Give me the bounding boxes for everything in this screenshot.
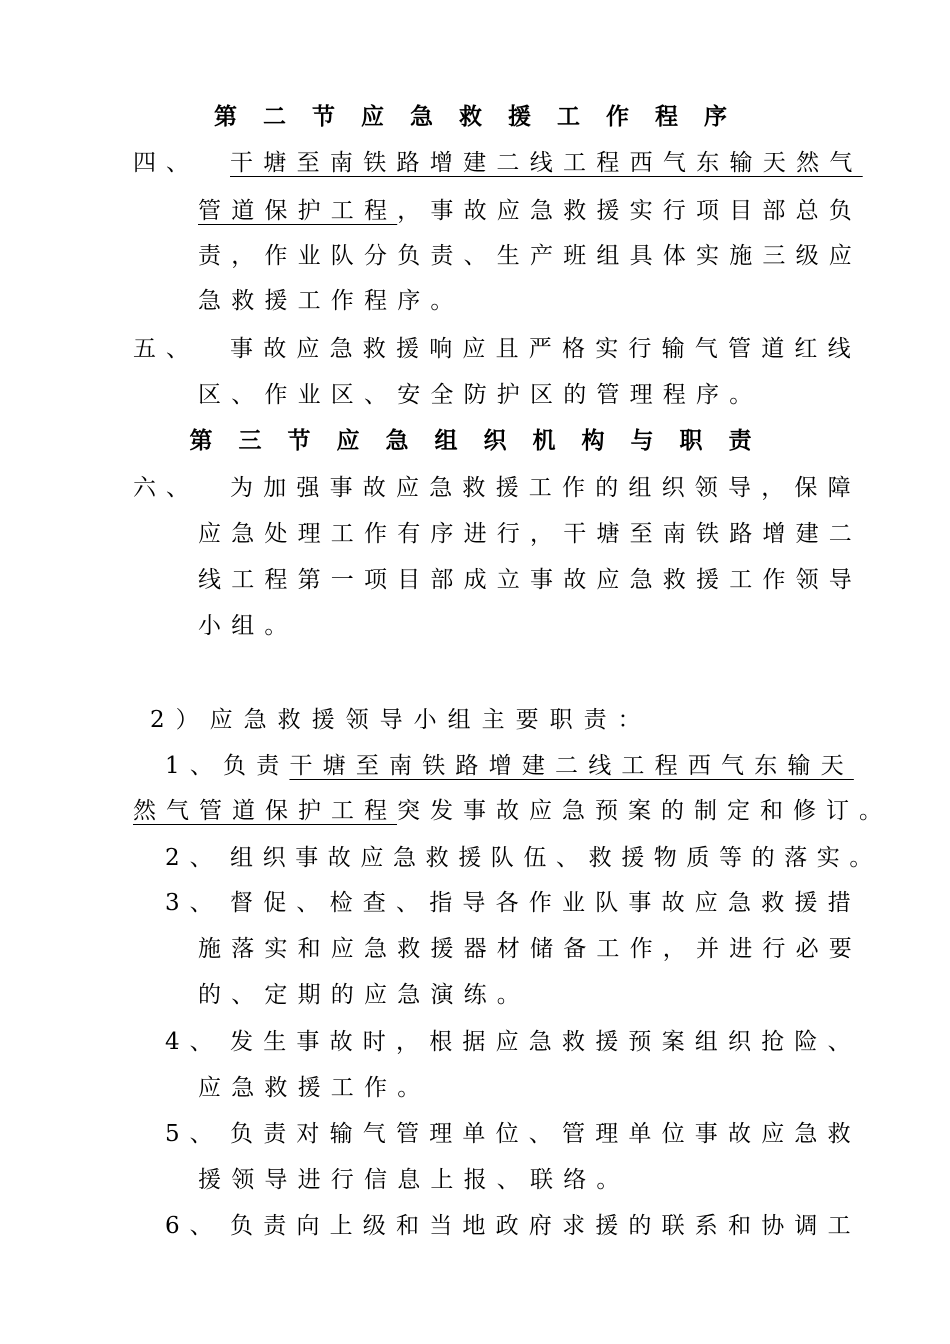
item-5-line-1: 事故应急救援响应且严格实行输气管道红线 — [230, 336, 861, 362]
duty-4-line-2: 应急救援工作。 — [198, 1075, 431, 1101]
item-4-line-3: 责，作业队分负责、生产班组具体实施三级应 — [198, 243, 862, 269]
duty-marker-4: 4、 — [165, 1029, 223, 1055]
duty-5-line-2: 援领导进行信息上报、联络。 — [198, 1167, 630, 1193]
duty-1-project-underlined-cont: 然气管道保护工程 — [133, 798, 397, 824]
duty-3-line-1: 督促、检查、指导各作业队事故应急救援措 — [230, 890, 861, 916]
item-4-line-4: 急救援工作程序。 — [198, 288, 464, 314]
duty-1-marker: 1、负责 — [165, 753, 290, 779]
duty-5-line-1: 负责对输气管理单位、管理单位事故应急救 — [230, 1121, 861, 1147]
item-marker-6: 六、 — [133, 475, 199, 501]
duty-3-line-3: 的、定期的应急演练。 — [198, 982, 530, 1008]
project-name-underlined: 管道保护工程 — [198, 198, 398, 224]
duty-marker-6: 6、 — [165, 1213, 223, 1239]
duty-1-line-2-rest: 突发事故应急预案的制定和修订。 — [397, 798, 892, 824]
item-5-line-2: 区、作业区、安全防护区的管理程序。 — [198, 382, 763, 408]
duty-1-line-1 — [165, 751, 854, 781]
item-4-line-2 — [198, 196, 862, 226]
duty-1-line-2 — [133, 796, 892, 826]
item-marker-5: 五、 — [133, 336, 199, 362]
duty-3-line-2: 施落实和应急救援器材储备工作，并进行必要 — [198, 936, 862, 962]
duty-marker-3: 3、 — [165, 890, 223, 916]
section-heading-2: 第 二 节 应 急 救 援 工 作 程 序 — [213, 103, 737, 130]
item-4-line-2-rest: ，事故应急救援实行项目部总负 — [397, 198, 863, 224]
duty-1-project-underlined: 干塘至南铁路增建二线工程西气东输天 — [289, 753, 854, 779]
duty-2-line-1: 组织事故应急救援队伍、救援物质等的落实。 — [230, 845, 882, 871]
duty-4-line-1: 发生事故时，根据应急救援预案组织抢险、 — [230, 1029, 861, 1055]
item-marker-4: 四、 — [133, 150, 199, 176]
section-heading-3: 第 三 节 应 急 组 织 机 构 与 职 责 — [189, 427, 761, 454]
duty-marker-5: 5、 — [165, 1121, 223, 1147]
item-6-line-2: 应急处理工作有序进行，干塘至南铁路增建二 — [198, 521, 862, 547]
duties-title: 2）应急救援领导小组主要职责： — [150, 707, 652, 733]
item-4-line-1: 干塘至南铁路增建二线工程西气东输天然气 — [230, 150, 863, 176]
item-6-line-3: 线工程第一项目部成立事故应急救援工作领导 — [198, 567, 862, 593]
duty-marker-2: 2、 — [165, 845, 223, 871]
duty-6-line-1: 负责向上级和当地政府求援的联系和协调工 — [230, 1213, 861, 1239]
item-6-line-4: 小组。 — [198, 613, 298, 639]
item-6-line-1: 为加强事故应急救援工作的组织领导，保障 — [230, 475, 861, 501]
